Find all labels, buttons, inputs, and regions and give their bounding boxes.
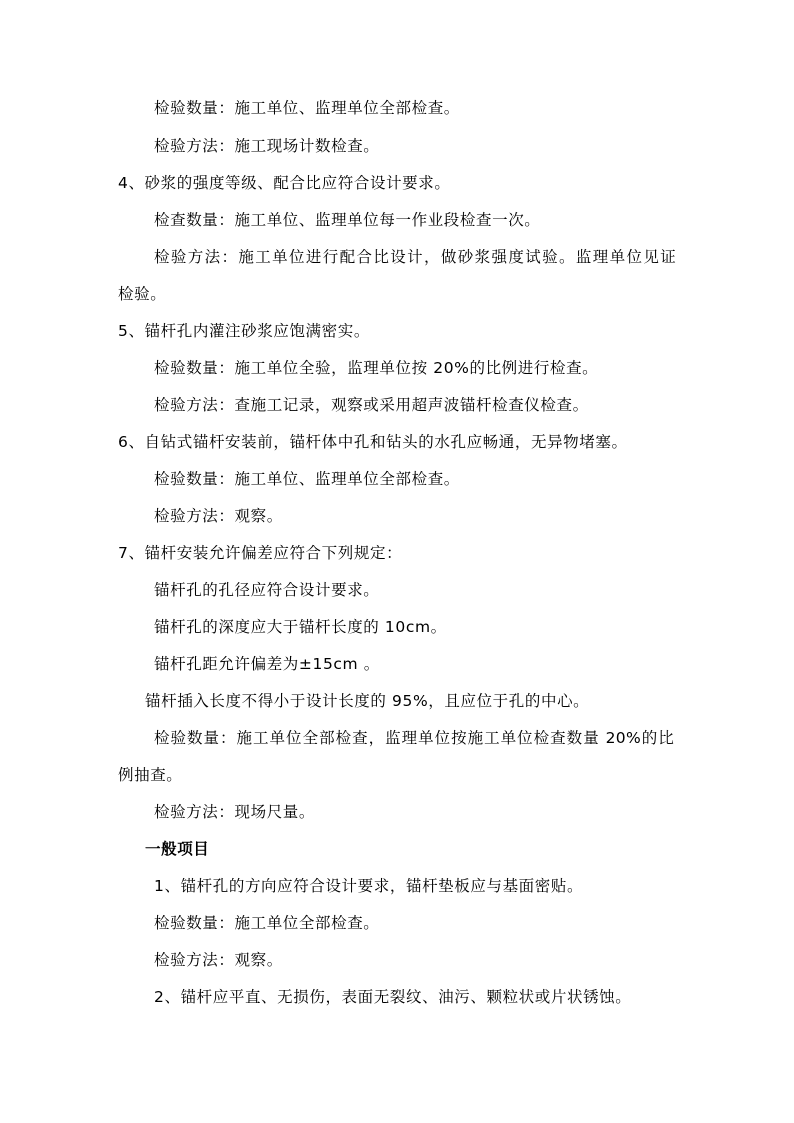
text-line: 7、锚杆安装允许偏差应符合下列规定： [118, 544, 403, 562]
text-line: 检验方法：施工现场计数检查。 [154, 137, 380, 155]
text-line: 检查数量：施工单位、监理单位每一作业段检查一次。 [154, 211, 541, 229]
text-line: 锚杆孔距允许偏差为±15cm 。 [154, 655, 380, 673]
text-line: 检验数量：施工单位全部检查。 [154, 914, 380, 932]
text-line: 4、砂浆的强度等级、配合比应符合设计要求。 [118, 174, 451, 192]
text-line: 检验方法：观察。 [154, 951, 283, 969]
section-heading: 一般项目 [145, 840, 210, 858]
text-line: 检验方法：现场尺量。 [154, 803, 316, 821]
text-line: 锚杆孔的深度应大于锚杆长度的 10cm。 [154, 618, 447, 636]
text-line: 检验方法：查施工记录，观察或采用超声波锚杆检查仪检查。 [154, 396, 589, 414]
text-line: 检验数量：施工单位全验，监理单位按 20%的比例进行检查。 [154, 359, 599, 377]
text-line: 例抽查。 [118, 766, 183, 784]
text-line: 2、锚杆应平直、无损伤，表面无裂纹、油污、颗粒状或片状锈蚀。 [154, 988, 632, 1006]
text-line: 锚杆孔的孔径应符合设计要求。 [154, 581, 380, 599]
text-line: 检验方法：观察。 [154, 507, 283, 525]
text-line: 检验。 [118, 285, 167, 303]
text-line: 6、自钻式锚杆安装前，锚杆体中孔和钻头的水孔应畅通，无异物堵塞。 [118, 433, 628, 451]
text-line: 检验数量：施工单位全部检查，监理单位按施工单位检查数量 20%的比 [154, 729, 674, 747]
text-line: 锚杆插入长度不得小于设计长度的 95%，且应位于孔的中心。 [145, 692, 590, 710]
text-line: 5、锚杆孔内灌注砂浆应饱满密实。 [118, 322, 370, 340]
text-line: 检验数量：施工单位、监理单位全部检查。 [154, 99, 460, 117]
text-line: 1、锚杆孔的方向应符合设计要求，锚杆垫板应与基面密贴。 [154, 877, 584, 895]
text-line: 检验数量：施工单位、监理单位全部检查。 [154, 470, 460, 488]
text-line: 检验方法：施工单位进行配合比设计，做砂浆强度试验。监理单位见证 [154, 248, 676, 266]
